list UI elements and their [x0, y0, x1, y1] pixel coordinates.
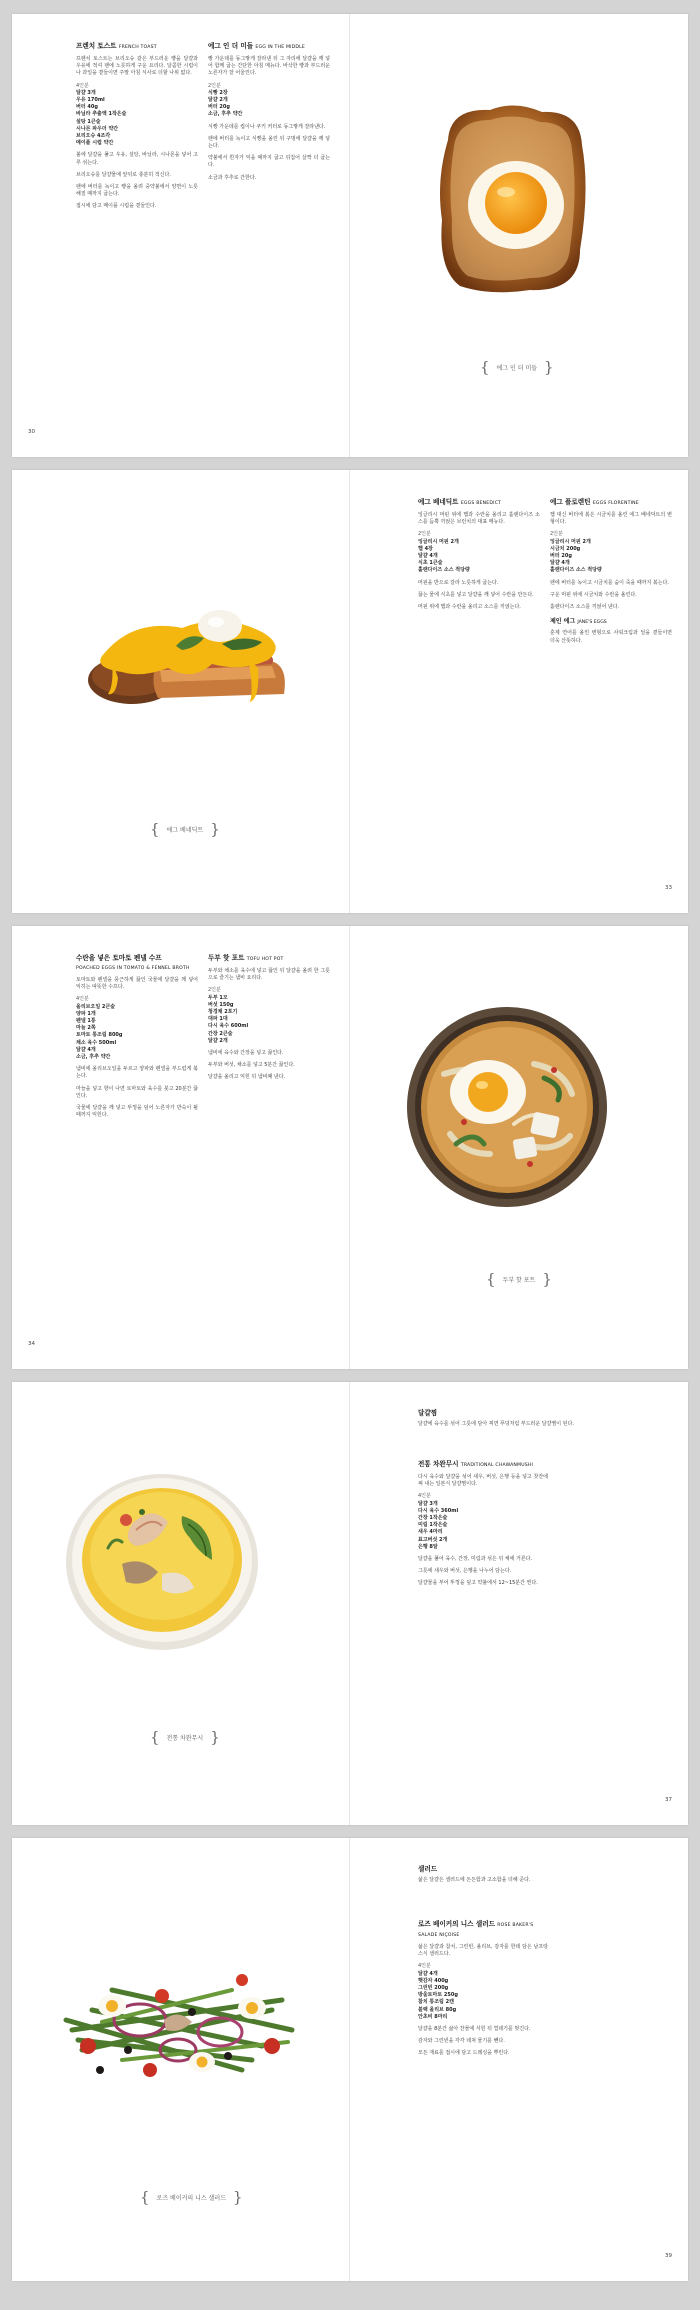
ingredient-list — [76, 1004, 198, 1062]
recipe-step: 접시에 담고 메이플 시럽을 곁들인다. — [76, 203, 157, 210]
recipe-title: 수란을 넣은 토마토 펜넬 수프 POACHED EGGS IN TOMATO & FENNEL BROTH — [76, 954, 190, 971]
recipe-step: 달걀을 올리고 익힌 뒤 냄비째 낸다. — [208, 1074, 286, 1081]
ingredient: 잉글리시 머핀 2개 — [550, 538, 591, 545]
recipe-column — [418, 498, 540, 616]
recipe-step: 끓는 물에 식초를 넣고 달걀을 깨 넣어 수란을 만든다. — [418, 591, 534, 598]
ingredient: 소금, 후추 약간 — [76, 1054, 111, 1061]
ingredient: 버터 40g — [76, 104, 98, 111]
recipe-step: 소금과 후추로 간한다. — [208, 174, 257, 181]
ingredient: 새우 4마리 — [418, 1529, 443, 1536]
book-spread-2 — [12, 470, 688, 913]
ingredient: 우유 170ml — [76, 97, 105, 104]
ingredient: 메이플 시럽 약간 — [76, 140, 114, 147]
photo-caption: { 로즈 베이커의 니스 샐러드 } — [140, 2188, 243, 2206]
ingredient: 블랙 올리브 80g — [418, 2006, 457, 2013]
ingredient: 그린빈 200g — [418, 1985, 449, 1992]
recipe-intro: 잉글리시 머핀 위에 햄과 수란을 올리고 홀랜다이즈 소스를 듬뿍 끼얹은 브런치의 대표 메뉴다. — [418, 512, 540, 526]
ingredient: 달걀 2개 — [208, 1037, 228, 1044]
ingredient: 안초비 8마리 — [418, 2013, 448, 2020]
page-left — [12, 470, 350, 913]
recipe-column — [418, 1460, 548, 1593]
recipe-intro: 프렌치 토스트는 브리오슈 같은 부드러운 빵을 달걀과 우유에 적셔 팬에 노릇하게 구운 요리다. 달콤한 시럽이나 과일을 곁들이면 주말 아침 식사로 더할 나위 없다. — [76, 56, 198, 77]
recipe-title: 에그 플로렌틴 EGGS FLORENTINE — [550, 498, 639, 506]
ingredient-list — [76, 90, 198, 148]
ingredient: 올리브오일 2큰술 — [76, 1003, 116, 1010]
ingredient: 달걀 4개 — [550, 560, 570, 567]
recipe-column — [76, 954, 198, 1124]
section-title: 달걀찜 — [418, 1409, 438, 1417]
book-spread-1 — [12, 14, 688, 457]
section-intro-text: 달걀에 육수를 섞어 그릇에 담아 찌면 푸딩처럼 부드러운 달걀찜이 된다. — [418, 1421, 574, 1428]
recipe-intro: 토마토와 펜넬을 뭉근하게 끓인 국물에 달걀을 깨 넣어 익히는 따뜻한 수프다. — [76, 977, 198, 991]
recipe-step: 모든 재료를 접시에 담고 드레싱을 뿌린다. — [418, 2050, 510, 2057]
recipe-title: 로즈 베이커의 니스 샐러드 ROSE BAKER'S SALADE NIÇOISE — [418, 1920, 534, 1938]
recipe-column — [208, 42, 330, 187]
recipe-step: 그릇에 새우와 버섯, 은행을 나누어 담는다. — [418, 1568, 512, 1575]
ingredient: 달걀 3개 — [76, 89, 96, 96]
servings-label: 2인분 — [208, 82, 221, 89]
ingredient: 은행 8알 — [418, 1543, 438, 1550]
page-number: 33 — [665, 885, 672, 891]
recipe-step: 두부와 버섯, 채소를 넣고 5분간 끓인다. — [208, 1062, 295, 1069]
recipe-column — [550, 498, 672, 650]
recipe-step: 국물에 달걀을 깨 넣고 뚜껑을 덮어 노른자가 반숙이 될 때까지 익힌다. — [76, 1105, 198, 1119]
page-right — [350, 470, 688, 913]
ingredient: 버터 20g — [208, 104, 230, 111]
recipe-step: 달걀물을 부어 뚜껑을 덮고 약불에서 12~15분간 찐다. — [418, 1580, 538, 1587]
recipe-step: 머핀을 반으로 갈라 노릇하게 굽는다. — [418, 579, 499, 586]
recipe-step: 팬에 버터를 녹이고 시금치를 숨이 죽을 때까지 볶는다. — [550, 579, 669, 586]
section-intro — [418, 1410, 618, 1438]
recipe-intro: 다시 육수와 달걀을 섞어 새우, 버섯, 은행 등을 넣고 찻잔에 쪄 내는 일본식 달걀찜이다. — [418, 1474, 548, 1488]
ingredient: 홀랜다이즈 소스 적당량 — [550, 567, 602, 574]
recipe-step: 구운 머핀 위에 시금치와 수란을 올린다. — [550, 591, 637, 598]
ingredient: 버섯 150g — [208, 1001, 234, 1008]
ingredient: 다시 육수 600ml — [208, 1023, 249, 1030]
ingredient: 시금치 200g — [550, 545, 581, 552]
recipe-column — [418, 1920, 548, 2063]
section-title: 샐러드 — [418, 1865, 438, 1873]
ingredient: 두부 1모 — [208, 994, 228, 1001]
ingredient: 간장 2큰술 — [208, 1030, 233, 1037]
page-right — [350, 926, 688, 1369]
page-left — [12, 14, 350, 457]
ingredient: 방울토마토 250g — [418, 1992, 458, 1999]
recipe-step: 볼에 달걀을 풀고 우유, 설탕, 바닐라, 시나몬을 넣어 고루 섞는다. — [76, 152, 198, 166]
tofu-hot-pot-photo — [404, 1004, 610, 1210]
ingredient: 잉글리시 머핀 2개 — [418, 538, 459, 545]
ingredient: 소금, 후추 약간 — [208, 111, 243, 118]
ingredient: 버터 20g — [550, 553, 572, 560]
ingredient: 미림 1작은술 — [418, 1522, 448, 1529]
book-spread-3 — [12, 926, 688, 1369]
servings-label: 2인분 — [550, 531, 563, 538]
servings-label: 4인분 — [418, 1493, 431, 1500]
recipe-step: 달걀을 풀어 육수, 간장, 미림과 섞은 뒤 체에 거른다. — [418, 1556, 533, 1563]
section-intro — [418, 1866, 618, 1884]
recipe-intro: 삶은 달걀과 참치, 그린빈, 올리브, 감자를 한데 담은 남프랑스식 샐러드다. — [418, 1944, 548, 1958]
recipe-step: 식빵 가운데를 컵이나 쿠키 커터로 동그랗게 잘라낸다. — [208, 123, 326, 130]
ingredient: 청경채 2포기 — [208, 1009, 238, 1016]
recipe-intro: 햄 대신 버터에 볶은 시금치를 올린 에그 베네딕트의 변형이다. — [550, 512, 672, 526]
recipe-title: 두부 핫 포트 TOFU HOT POT — [208, 954, 284, 962]
recipe-step: 마늘을 넣고 향이 나면 토마토와 육수를 붓고 20분간 끓인다. — [76, 1085, 198, 1099]
ingredient-list — [418, 539, 540, 575]
ingredient: 표고버섯 2개 — [418, 1536, 448, 1543]
photo-caption: { 전통 차완무시 } — [150, 1728, 220, 1746]
page-left — [12, 1382, 350, 1825]
ingredient: 달걀 4개 — [418, 1970, 438, 1977]
egg-half — [189, 2052, 215, 2072]
ingredient: 달걀 4개 — [418, 553, 438, 560]
section-intro-text: 삶은 달걀은 샐러드에 든든함과 고소함을 더해 준다. — [418, 1877, 531, 1884]
ingredient-list — [208, 995, 330, 1045]
ingredient: 달걀 3개 — [418, 1500, 438, 1507]
recipe-intro: 두부와 채소를 육수에 넣고 끓인 뒤 달걀을 올려 한 그릇으로 즐기는 냄비 요리다. — [208, 968, 330, 982]
recipe-step: 팬에 버터를 녹이고 빵을 올려 중약불에서 양면이 노릇해질 때까지 굽는다. — [76, 184, 198, 198]
photo-caption: { 에그 베네딕트 } — [150, 820, 220, 838]
egg-in-the-middle-photo — [430, 100, 600, 300]
egg-half — [238, 1997, 266, 2019]
page-number: 37 — [665, 1797, 672, 1803]
ingredient: 마늘 2쪽 — [76, 1025, 96, 1032]
recipe-column — [208, 954, 330, 1087]
page-right — [350, 1382, 688, 1825]
recipe-step: 약불에서 흰자가 익을 때까지 굽고 뒤집어 살짝 더 굽는다. — [208, 155, 330, 169]
chawanmushi-photo — [62, 1464, 262, 1654]
ingredient-list — [550, 539, 672, 575]
servings-label: 4인분 — [76, 996, 89, 1003]
ingredient-list — [418, 1971, 548, 2021]
page-number: 30 — [28, 429, 35, 435]
ingredient: 양파 1개 — [76, 1010, 96, 1017]
ingredient: 햇감자 400g — [418, 1977, 449, 1984]
photo-caption: { 두부 핫 포트 } — [486, 1270, 552, 1288]
recipe-column — [76, 42, 198, 216]
servings-label: 2인분 — [418, 531, 431, 538]
ingredient: 식초 1큰술 — [418, 560, 443, 567]
ingredient: 햄 4장 — [418, 545, 433, 552]
recipe-title: 에그 인 더 미들 EGG IN THE MIDDLE — [208, 42, 306, 50]
servings-label: 4인분 — [76, 82, 89, 89]
recipe-step: 감자와 그린빈을 각각 데쳐 물기를 뺀다. — [418, 2038, 505, 2045]
ingredient: 바닐라 추출액 1작은술 — [76, 111, 127, 118]
servings-label: 4인분 — [418, 1963, 431, 1970]
page-left — [12, 1838, 350, 2281]
salade-nicoise-photo — [52, 1950, 302, 2090]
page-number: 39 — [665, 2253, 672, 2259]
recipe-subtitle: 제인 에그 JANE'S EGGS — [550, 618, 607, 626]
page-number: 34 — [28, 1341, 35, 1347]
ingredient: 설탕 1큰술 — [76, 118, 101, 125]
eggs-benedict-photo — [72, 598, 302, 708]
ingredient: 홀랜다이즈 소스 적당량 — [418, 567, 470, 574]
ingredient: 다시 육수 360ml — [418, 1507, 459, 1514]
ingredient: 식빵 2장 — [208, 89, 228, 96]
recipe-title: 에그 베네딕트 EGGS BENEDICT — [418, 498, 502, 506]
servings-label: 2인분 — [208, 987, 221, 994]
egg-half — [98, 1995, 126, 2017]
ingredient: 달걀 2개 — [208, 97, 228, 104]
ingredient-list — [418, 1501, 548, 1551]
ingredient: 참치 통조림 2캔 — [418, 1999, 454, 2006]
recipe-title: 프렌치 토스트 FRENCH TOAST — [76, 42, 157, 50]
ingredient: 펜넬 1통 — [76, 1018, 96, 1025]
book-spread-5 — [12, 1838, 688, 2281]
page-right — [350, 14, 688, 457]
page-left — [12, 926, 350, 1369]
ingredient: 브리오슈 4조각 — [76, 133, 111, 140]
photo-caption: { 에그 인 더 미들 } — [480, 358, 554, 376]
recipe-step: 브리오슈를 달걀물에 앞뒤로 충분히 적신다. — [76, 171, 171, 178]
recipe-step: 냄비에 육수와 간장을 넣고 끓인다. — [208, 1050, 284, 1057]
page-right — [350, 1838, 688, 2281]
ingredient: 대파 1대 — [208, 1016, 228, 1023]
ingredient: 달걀 4개 — [76, 1046, 96, 1053]
recipe-step: 달걀을 8분간 삶아 찬물에 식힌 뒤 껍데기를 벗긴다. — [418, 2026, 531, 2033]
ingredient: 토마토 통조림 800g — [76, 1032, 123, 1039]
recipe-title: 전통 차완무시 TRADITIONAL CHAWANMUSHI — [418, 1460, 534, 1468]
recipe-step: 머핀 위에 햄과 수란을 올리고 소스를 끼얹는다. — [418, 604, 521, 611]
book-spread-4 — [12, 1382, 688, 1825]
recipe-step: 팬에 버터를 녹이고 식빵을 올린 뒤 구멍에 달걀을 깨 넣는다. — [208, 135, 330, 150]
recipe-variation: 훈제 연어를 올린 변형으로 사워크림과 딜을 곁들이면 더욱 산뜻하다. — [550, 630, 672, 644]
ingredient: 시나몬 파우더 약간 — [76, 125, 119, 132]
ingredient: 채소 육수 500ml — [76, 1039, 117, 1046]
ingredient-list — [208, 90, 330, 119]
recipe-step: 냄비에 올리브오일을 두르고 양파와 펜넬을 부드럽게 볶는다. — [76, 1066, 198, 1080]
ingredient: 간장 1작은술 — [418, 1515, 448, 1522]
recipe-intro: 빵 가운데를 동그랗게 잘라낸 뒤 그 자리에 달걀을 깨 넣어 함께 굽는 간단한 아침 메뉴다. 바삭한 빵과 부드러운 노른자가 잘 어울린다. — [208, 56, 330, 77]
recipe-step: 홀랜다이즈 소스를 끼얹어 낸다. — [550, 604, 620, 611]
